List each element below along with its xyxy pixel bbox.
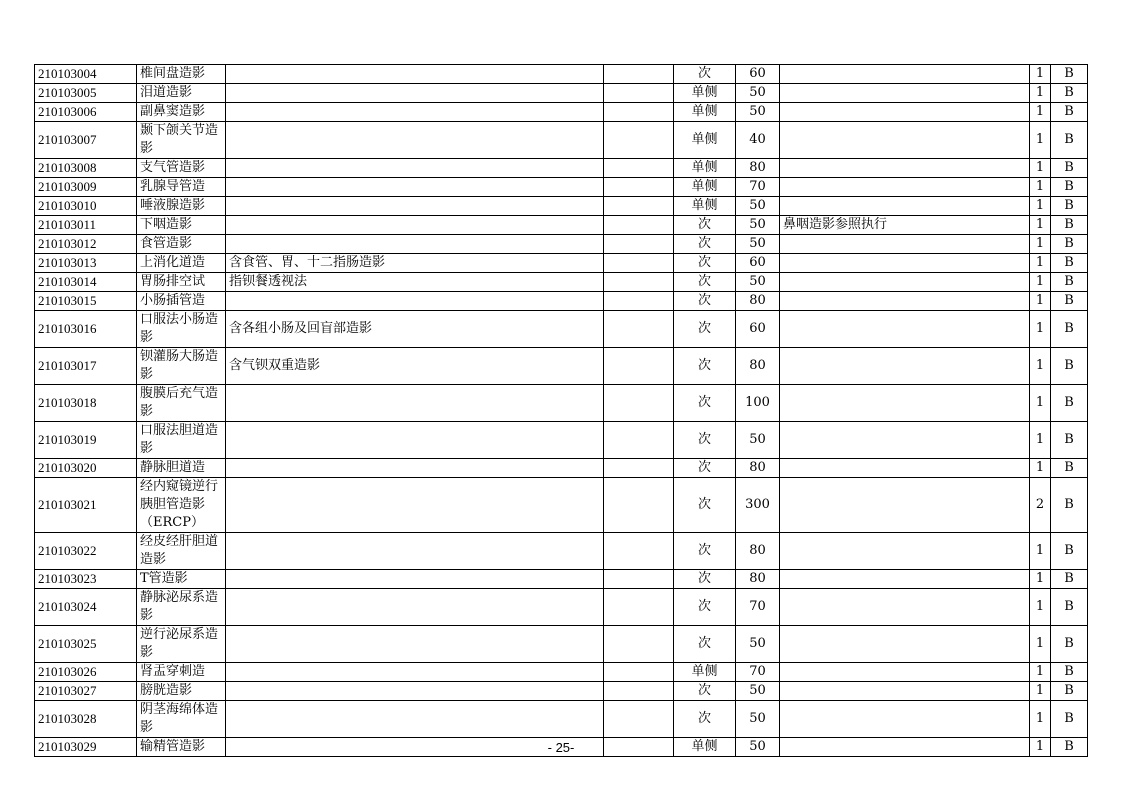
- cell-note: [780, 348, 1030, 385]
- cell-grade: 1: [1030, 254, 1051, 273]
- cell-note: [780, 422, 1030, 459]
- table-row: [35, 122, 1088, 159]
- cell-class: B: [1051, 197, 1088, 216]
- cell-unit: 单侧: [674, 197, 736, 216]
- cell-class: B: [1051, 570, 1088, 589]
- cell-unit: 次: [674, 254, 736, 273]
- cell-exclusion: [604, 216, 674, 235]
- cell-content: [226, 235, 604, 254]
- cell-code: 210103012: [35, 235, 137, 254]
- cell-price: 80: [736, 292, 780, 311]
- cell-code: 210103015: [35, 292, 137, 311]
- cell-class: B: [1051, 159, 1088, 178]
- cell-name: 胃肠排空试: [137, 273, 226, 292]
- cell-unit: 次: [674, 533, 736, 570]
- cell-unit: 次: [674, 422, 736, 459]
- cell-code: 210103027: [35, 682, 137, 701]
- cell-exclusion: [604, 478, 674, 533]
- cell-name: 经皮经肝胆道造影: [137, 533, 226, 570]
- cell-note: [780, 385, 1030, 422]
- cell-grade: 1: [1030, 459, 1051, 478]
- table-row: [35, 663, 1088, 682]
- cell-code: 210103016: [35, 311, 137, 348]
- cell-grade: 1: [1030, 197, 1051, 216]
- cell-note: [780, 701, 1030, 738]
- cell-grade: 1: [1030, 348, 1051, 385]
- cell-grade: 1: [1030, 235, 1051, 254]
- cell-class: B: [1051, 84, 1088, 103]
- table-row: [35, 178, 1088, 197]
- fee-table-body: [35, 65, 1088, 757]
- cell-note: [780, 682, 1030, 701]
- cell-grade: 1: [1030, 701, 1051, 738]
- cell-note: [780, 159, 1030, 178]
- cell-code: 210103014: [35, 273, 137, 292]
- cell-exclusion: [604, 626, 674, 663]
- cell-note: [780, 103, 1030, 122]
- cell-code: 210103021: [35, 478, 137, 533]
- cell-content: [226, 216, 604, 235]
- cell-class: B: [1051, 235, 1088, 254]
- cell-note: [780, 663, 1030, 682]
- cell-grade: 1: [1030, 292, 1051, 311]
- cell-note: [780, 589, 1030, 626]
- cell-name: 副鼻窦造影: [137, 103, 226, 122]
- cell-note: [780, 478, 1030, 533]
- cell-content: [226, 197, 604, 216]
- cell-grade: 1: [1030, 626, 1051, 663]
- cell-grade: 1: [1030, 682, 1051, 701]
- cell-name: 经内窥镜逆行胰胆管造影（ERCP）: [137, 478, 226, 533]
- cell-exclusion: [604, 311, 674, 348]
- cell-code: 210103018: [35, 385, 137, 422]
- cell-price: 50: [736, 197, 780, 216]
- cell-code: 210103017: [35, 348, 137, 385]
- cell-exclusion: [604, 348, 674, 385]
- cell-price: 70: [736, 663, 780, 682]
- table-row: [35, 103, 1088, 122]
- cell-name: 输精管造影: [137, 738, 226, 757]
- cell-exclusion: [604, 103, 674, 122]
- cell-note: [780, 311, 1030, 348]
- cell-unit: 单侧: [674, 159, 736, 178]
- cell-note: [780, 178, 1030, 197]
- cell-exclusion: [604, 273, 674, 292]
- cell-grade: 1: [1030, 122, 1051, 159]
- cell-grade: 1: [1030, 311, 1051, 348]
- table-row: [35, 216, 1088, 235]
- cell-note: [780, 273, 1030, 292]
- table-row: [35, 422, 1088, 459]
- cell-price: 50: [736, 235, 780, 254]
- cell-class: B: [1051, 348, 1088, 385]
- cell-code: 210103010: [35, 197, 137, 216]
- cell-name: 静脉泌尿系造影: [137, 589, 226, 626]
- cell-name: 食管造影: [137, 235, 226, 254]
- cell-price: 40: [736, 122, 780, 159]
- table-row: [35, 235, 1088, 254]
- cell-unit: 次: [674, 235, 736, 254]
- table-row: [35, 254, 1088, 273]
- cell-price: 50: [736, 626, 780, 663]
- table-row: [35, 159, 1088, 178]
- cell-name: 膀胱造影: [137, 682, 226, 701]
- cell-exclusion: [604, 235, 674, 254]
- cell-exclusion: [604, 570, 674, 589]
- table-row: [35, 348, 1088, 385]
- cell-content: [226, 701, 604, 738]
- cell-content: [226, 159, 604, 178]
- cell-unit: 次: [674, 459, 736, 478]
- cell-class: B: [1051, 273, 1088, 292]
- cell-code: 210103011: [35, 216, 137, 235]
- cell-price: 300: [736, 478, 780, 533]
- cell-unit: 单侧: [674, 178, 736, 197]
- cell-grade: 2: [1030, 478, 1051, 533]
- cell-unit: 单侧: [674, 122, 736, 159]
- cell-code: 210103025: [35, 626, 137, 663]
- cell-name: 逆行泌尿系造影: [137, 626, 226, 663]
- table-row: [35, 478, 1088, 533]
- cell-note: [780, 626, 1030, 663]
- cell-content: [226, 682, 604, 701]
- cell-note: [780, 197, 1030, 216]
- cell-name: 乳腺导管造: [137, 178, 226, 197]
- cell-content: [226, 478, 604, 533]
- cell-grade: 1: [1030, 533, 1051, 570]
- cell-name: 阴茎海绵体造影: [137, 701, 226, 738]
- cell-content: [226, 84, 604, 103]
- cell-code: 210103006: [35, 103, 137, 122]
- cell-class: B: [1051, 738, 1088, 757]
- cell-class: B: [1051, 533, 1088, 570]
- cell-unit: 次: [674, 348, 736, 385]
- cell-name: 颞下颌关节造影: [137, 122, 226, 159]
- cell-code: 210103028: [35, 701, 137, 738]
- cell-unit: 单侧: [674, 663, 736, 682]
- cell-exclusion: [604, 682, 674, 701]
- cell-price: 50: [736, 84, 780, 103]
- cell-name: 口服法胆道造影: [137, 422, 226, 459]
- cell-content: [226, 663, 604, 682]
- cell-note: [780, 235, 1030, 254]
- cell-code: 210103023: [35, 570, 137, 589]
- cell-price: 50: [736, 216, 780, 235]
- cell-code: 210103009: [35, 178, 137, 197]
- cell-content: 含气钡双重造影: [226, 348, 604, 385]
- cell-price: 50: [736, 422, 780, 459]
- cell-name: T管造影: [137, 570, 226, 589]
- cell-unit: 次: [674, 273, 736, 292]
- cell-name: 口服法小肠造影: [137, 311, 226, 348]
- cell-class: B: [1051, 422, 1088, 459]
- cell-price: 100: [736, 385, 780, 422]
- cell-unit: 次: [674, 626, 736, 663]
- cell-name: 下咽造影: [137, 216, 226, 235]
- table-row: [35, 589, 1088, 626]
- cell-exclusion: [604, 178, 674, 197]
- table-row: [35, 292, 1088, 311]
- cell-name: 腹膜后充气造影: [137, 385, 226, 422]
- cell-exclusion: [604, 589, 674, 626]
- cell-name: 椎间盘造影: [137, 65, 226, 84]
- cell-name: 小肠插管造: [137, 292, 226, 311]
- cell-class: B: [1051, 292, 1088, 311]
- cell-code: 210103019: [35, 422, 137, 459]
- cell-exclusion: [604, 197, 674, 216]
- cell-name: 唾液腺造影: [137, 197, 226, 216]
- table-row: [35, 84, 1088, 103]
- cell-class: B: [1051, 254, 1088, 273]
- cell-content: [226, 459, 604, 478]
- cell-note: [780, 254, 1030, 273]
- cell-exclusion: [604, 122, 674, 159]
- cell-content: [226, 178, 604, 197]
- cell-unit: 次: [674, 589, 736, 626]
- cell-grade: 1: [1030, 589, 1051, 626]
- cell-name: 钡灌肠大肠造影: [137, 348, 226, 385]
- cell-class: B: [1051, 478, 1088, 533]
- cell-content: [226, 122, 604, 159]
- cell-class: B: [1051, 589, 1088, 626]
- cell-price: 50: [736, 738, 780, 757]
- cell-grade: 1: [1030, 159, 1051, 178]
- cell-note: 鼻咽造影参照执行: [780, 216, 1030, 235]
- cell-exclusion: [604, 663, 674, 682]
- cell-exclusion: [604, 459, 674, 478]
- cell-class: B: [1051, 216, 1088, 235]
- cell-name: 肾盂穿刺造: [137, 663, 226, 682]
- fee-table: [34, 64, 1088, 757]
- cell-grade: 1: [1030, 103, 1051, 122]
- table-row: [35, 459, 1088, 478]
- cell-content: [226, 292, 604, 311]
- cell-exclusion: [604, 159, 674, 178]
- cell-grade: 1: [1030, 422, 1051, 459]
- cell-price: 60: [736, 65, 780, 84]
- cell-price: 80: [736, 570, 780, 589]
- cell-name: 上消化道造: [137, 254, 226, 273]
- cell-name: 静脉胆道造: [137, 459, 226, 478]
- cell-grade: 1: [1030, 178, 1051, 197]
- cell-note: [780, 65, 1030, 84]
- cell-class: B: [1051, 65, 1088, 84]
- cell-code: 210103005: [35, 84, 137, 103]
- cell-note: [780, 122, 1030, 159]
- cell-note: [780, 84, 1030, 103]
- cell-content: [226, 422, 604, 459]
- cell-price: 50: [736, 273, 780, 292]
- cell-price: 60: [736, 311, 780, 348]
- cell-grade: 1: [1030, 273, 1051, 292]
- cell-content: [226, 533, 604, 570]
- table-row: [35, 273, 1088, 292]
- cell-exclusion: [604, 701, 674, 738]
- cell-class: B: [1051, 626, 1088, 663]
- table-row: [35, 682, 1088, 701]
- table-row: [35, 311, 1088, 348]
- cell-content: 指钡餐透视法: [226, 273, 604, 292]
- cell-content: [226, 626, 604, 663]
- cell-code: 210103004: [35, 65, 137, 84]
- page-number: - 25-: [547, 740, 575, 755]
- cell-content: [226, 570, 604, 589]
- cell-grade: 1: [1030, 65, 1051, 84]
- cell-content: [226, 589, 604, 626]
- cell-content: [226, 385, 604, 422]
- cell-note: [780, 459, 1030, 478]
- cell-name: 泪道造影: [137, 84, 226, 103]
- cell-note: [780, 533, 1030, 570]
- table-row: [35, 65, 1088, 84]
- table-row: [35, 533, 1088, 570]
- cell-code: 210103013: [35, 254, 137, 273]
- cell-unit: 单侧: [674, 738, 736, 757]
- cell-grade: 1: [1030, 663, 1051, 682]
- table-row: [35, 701, 1088, 738]
- cell-unit: 单侧: [674, 103, 736, 122]
- cell-note: [780, 570, 1030, 589]
- cell-unit: 次: [674, 701, 736, 738]
- cell-class: B: [1051, 682, 1088, 701]
- table-row: [35, 197, 1088, 216]
- cell-content: 含食管、胃、十二指肠造影: [226, 254, 604, 273]
- cell-unit: 次: [674, 311, 736, 348]
- table-row: [35, 626, 1088, 663]
- cell-content: [226, 65, 604, 84]
- cell-grade: 1: [1030, 570, 1051, 589]
- cell-exclusion: [604, 533, 674, 570]
- cell-code: 210103007: [35, 122, 137, 159]
- cell-unit: 次: [674, 682, 736, 701]
- cell-exclusion: [604, 422, 674, 459]
- cell-class: B: [1051, 663, 1088, 682]
- cell-unit: 次: [674, 292, 736, 311]
- cell-exclusion: [604, 84, 674, 103]
- cell-name: 支气管造影: [137, 159, 226, 178]
- cell-exclusion: [604, 65, 674, 84]
- cell-class: B: [1051, 103, 1088, 122]
- cell-code: 210103020: [35, 459, 137, 478]
- cell-code: 210103008: [35, 159, 137, 178]
- cell-price: 60: [736, 254, 780, 273]
- cell-price: 80: [736, 348, 780, 385]
- cell-class: B: [1051, 178, 1088, 197]
- cell-exclusion: [604, 292, 674, 311]
- cell-code: 210103024: [35, 589, 137, 626]
- cell-unit: 单侧: [674, 84, 736, 103]
- cell-price: 70: [736, 178, 780, 197]
- cell-class: B: [1051, 459, 1088, 478]
- cell-price: 70: [736, 589, 780, 626]
- cell-grade: 1: [1030, 84, 1051, 103]
- cell-unit: 次: [674, 478, 736, 533]
- cell-unit: 次: [674, 216, 736, 235]
- cell-exclusion: [604, 385, 674, 422]
- cell-grade: 1: [1030, 216, 1051, 235]
- cell-price: 50: [736, 682, 780, 701]
- cell-content: 含各组小肠及回盲部造影: [226, 311, 604, 348]
- cell-unit: 次: [674, 570, 736, 589]
- cell-content: [226, 103, 604, 122]
- cell-unit: 次: [674, 385, 736, 422]
- cell-class: B: [1051, 385, 1088, 422]
- cell-price: 80: [736, 159, 780, 178]
- cell-grade: 1: [1030, 738, 1051, 757]
- cell-code: 210103026: [35, 663, 137, 682]
- cell-note: [780, 292, 1030, 311]
- cell-code: 210103022: [35, 533, 137, 570]
- cell-unit: 次: [674, 65, 736, 84]
- cell-price: 80: [736, 459, 780, 478]
- cell-price: 50: [736, 701, 780, 738]
- cell-code: 210103029: [35, 738, 137, 757]
- table-row: [35, 570, 1088, 589]
- cell-exclusion: [604, 254, 674, 273]
- cell-grade: 1: [1030, 385, 1051, 422]
- table-row: [35, 385, 1088, 422]
- cell-price: 50: [736, 103, 780, 122]
- cell-class: B: [1051, 311, 1088, 348]
- cell-class: B: [1051, 122, 1088, 159]
- cell-class: B: [1051, 701, 1088, 738]
- cell-price: 80: [736, 533, 780, 570]
